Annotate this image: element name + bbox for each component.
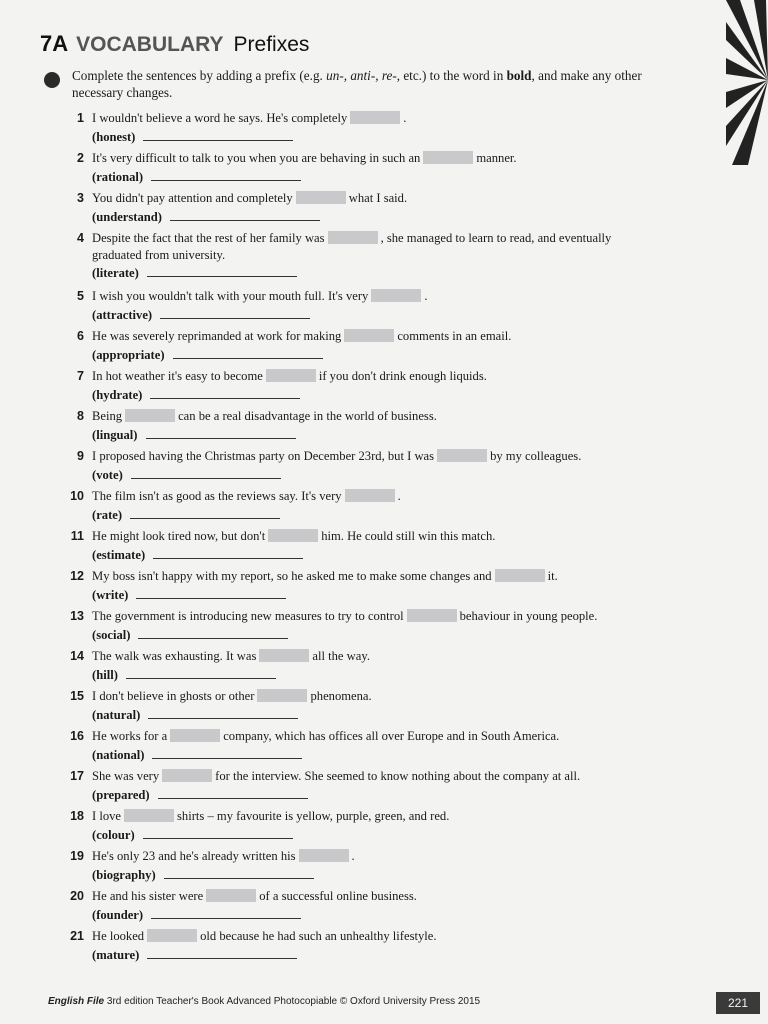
prompt-word: (appropriate) [92, 347, 165, 362]
page-title [40, 31, 309, 61]
item-number: 19 [70, 849, 84, 863]
prompt-word: (mature) [92, 947, 140, 962]
answer-line[interactable] [138, 628, 288, 639]
answer-line[interactable] [150, 388, 300, 399]
answer-line[interactable] [143, 828, 293, 839]
answer-line[interactable] [151, 908, 301, 919]
answer-line[interactable] [130, 508, 280, 519]
answer-line[interactable] [126, 668, 276, 679]
item-number: 7 [77, 369, 84, 383]
answer-gap[interactable] [437, 449, 487, 462]
item-number: 15 [70, 689, 84, 703]
prompt-word: (prepared) [92, 787, 150, 802]
answer-gap[interactable] [407, 609, 457, 622]
answer-gap[interactable] [350, 111, 400, 124]
corner-decoration [726, 0, 768, 165]
prompt-word: (attractive) [92, 307, 153, 322]
answer-line[interactable] [147, 266, 297, 277]
answer-gap[interactable] [124, 809, 174, 822]
prompt-word: (biography) [92, 867, 156, 882]
item-number: 9 [77, 449, 84, 463]
answer-gap[interactable] [344, 329, 394, 342]
answer-gap[interactable] [423, 151, 473, 164]
answer-gap[interactable] [299, 849, 349, 862]
prompt-word: (hill) [92, 667, 118, 682]
item-number: 3 [77, 191, 84, 205]
answer-gap[interactable] [147, 929, 197, 942]
answer-line[interactable] [152, 748, 302, 759]
answer-line[interactable] [151, 170, 301, 181]
prompt-word: (estimate) [92, 547, 146, 562]
bullet-icon [44, 72, 60, 88]
item-number: 6 [77, 329, 84, 343]
instruction-text: Complete the sentences by adding a prefix (e.g. un-, anti-, re-, etc.) to the word in bold, and make any other necessary changes. [72, 68, 642, 100]
prompt-word: (national) [92, 747, 145, 762]
answer-gap[interactable] [162, 769, 212, 782]
item-number: 4 [77, 231, 84, 245]
prompt-word: (founder) [92, 907, 144, 922]
footer-credit: English File 3rd edition Teacher's Book Advanced Photocopiable © Oxford University Press 2015 [48, 996, 481, 1007]
answer-line[interactable] [160, 308, 310, 319]
section-name: VOCABULARY [76, 33, 224, 56]
answer-line[interactable] [148, 708, 298, 719]
answer-line[interactable] [146, 428, 296, 439]
answer-line[interactable] [153, 548, 303, 559]
answer-line[interactable] [170, 210, 320, 221]
prompt-word: (hydrate) [92, 387, 143, 402]
answer-line[interactable] [147, 948, 297, 959]
item-number: 5 [77, 289, 84, 303]
answer-gap[interactable] [266, 369, 316, 382]
item-number: 20 [70, 889, 84, 903]
item-number: 12 [70, 569, 84, 583]
answer-gap[interactable] [257, 689, 307, 702]
answer-line[interactable] [143, 130, 293, 141]
item-number: 11 [70, 529, 84, 543]
prompt-word: (vote) [92, 467, 123, 482]
item-number: 14 [70, 649, 84, 663]
item-number: 18 [70, 809, 84, 823]
answer-line[interactable] [164, 868, 314, 879]
answer-line[interactable] [131, 468, 281, 479]
answer-line[interactable] [173, 348, 323, 359]
answer-gap[interactable] [495, 569, 545, 582]
answer-gap[interactable] [206, 889, 256, 902]
prompt-word: (literate) [92, 266, 139, 280]
item-number: 10 [70, 489, 84, 503]
item-number: 17 [70, 769, 84, 783]
prompt-word: (rate) [92, 507, 123, 522]
unit-number: 7A [40, 31, 69, 56]
answer-gap[interactable] [170, 729, 220, 742]
page-number: 221 [716, 992, 760, 1014]
prompt-word: (honest) [92, 129, 136, 144]
prompt-word: (write) [92, 587, 129, 602]
answer-gap[interactable] [296, 191, 346, 204]
prompt-word: (colour) [92, 827, 135, 842]
prompt-word: (natural) [92, 707, 141, 722]
prompt-word: (social) [92, 627, 131, 642]
answer-line[interactable] [158, 788, 308, 799]
answer-gap[interactable] [268, 529, 318, 542]
prompt-word: (understand) [92, 209, 162, 224]
item-number: 8 [77, 409, 84, 423]
item-number: 16 [70, 729, 84, 743]
item-number: 21 [70, 929, 84, 943]
answer-line[interactable] [136, 588, 286, 599]
answer-gap[interactable] [259, 649, 309, 662]
answer-gap[interactable] [371, 289, 421, 302]
answer-gap[interactable] [345, 489, 395, 502]
prompt-word: (rational) [92, 169, 144, 184]
item-number: 13 [70, 609, 84, 623]
section-topic: Prefixes [233, 33, 310, 56]
item-number: 2 [77, 151, 84, 165]
prompt-word: (lingual) [92, 427, 138, 442]
item-number: 1 [77, 111, 84, 125]
answer-gap[interactable] [328, 231, 378, 244]
answer-gap[interactable] [125, 409, 175, 422]
